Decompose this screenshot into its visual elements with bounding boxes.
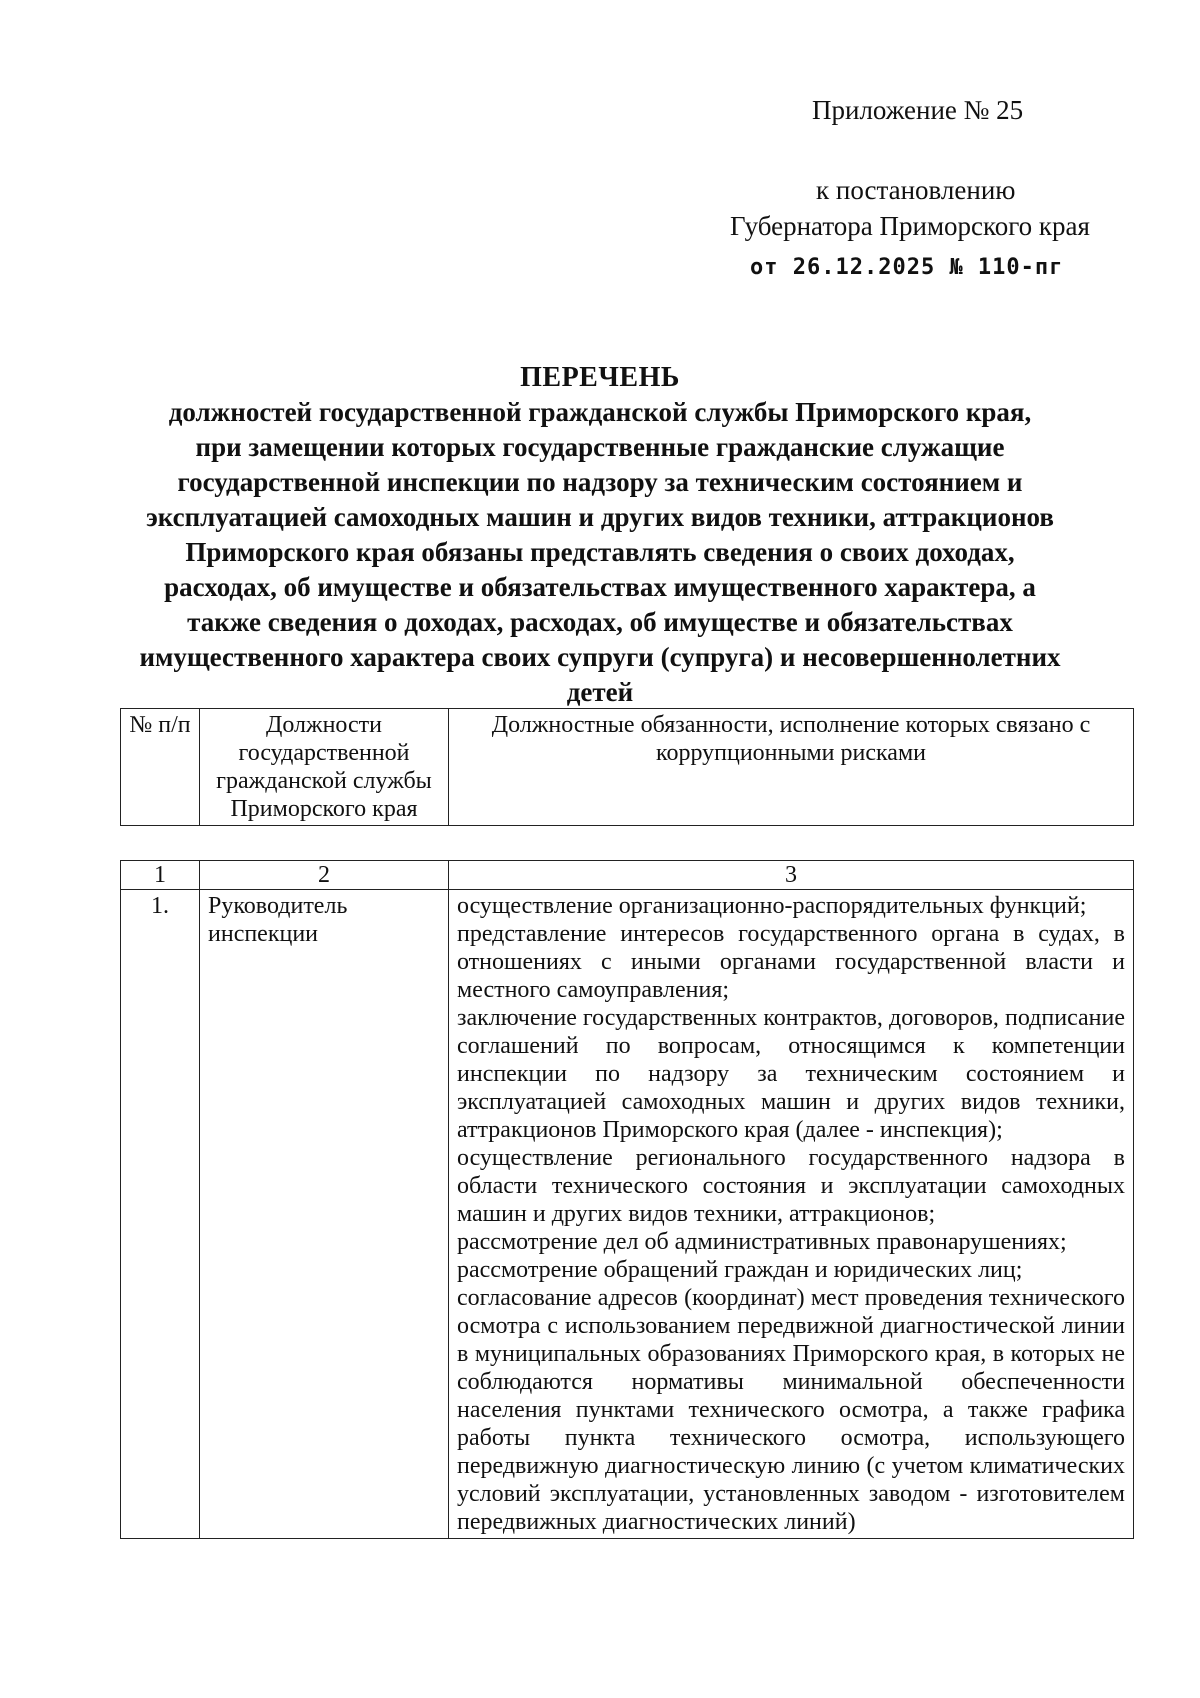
column-number-2: 2 <box>200 861 449 890</box>
duty-item: рассмотрение обращений граждан и юридических лиц; <box>457 1257 1023 1283</box>
resolution-reference: к постановлению <box>816 175 1016 205</box>
positions-table <box>120 860 1134 1539</box>
duty-item: осуществление регионального государственного надзора в области технического состояния и эксплуатации самоходных машин и других видов техники, аттракционов; <box>457 1145 1125 1227</box>
document-heading: ПЕРЕЧЕНЬ <box>520 362 680 393</box>
header-cell-number: № п/п <box>121 709 200 826</box>
document-title <box>120 360 1080 710</box>
duty-item: заключение государственных контрактов, договоров, подписание соглашений по вопросам, относящимся к компетенции инспекции по надзору за техническим состоянием и эксплуатацией самоходных машин и других видов техники, аттракционов Приморского края (далее - инспекция); <box>457 1005 1125 1143</box>
table-row <box>121 890 1134 1539</box>
table-header <box>120 708 1134 826</box>
duty-item: согласование адресов (координат) мест проведения технического осмотра с использованием передвижной диагностической линии в муниципальных образованиях Приморского края, в которых не соблюдаются нормативы минимальной обеспеченности населения пунктами технического осмотра, а также графика работы пункта технического осмотра, использующего передвижную диагностическую линию (с учетом климатических условий эксплуатации, установленных заводом - изготовителем передвижных диагностических линий) <box>457 1285 1125 1535</box>
row-number: 1. <box>121 890 200 1539</box>
table-header-row <box>121 709 1134 826</box>
duty-item: представление интересов государственного органа в судах, в отношениях с иными органами государственной власти и местного самоуправления; <box>457 921 1125 1003</box>
resolution-date: от 26.12.2025 № 110-пг <box>750 255 1064 280</box>
duty-item: осуществление организационно-распорядительных функций; <box>457 893 1087 919</box>
document-subtitle: должностей государственной гражданской службы Приморского края, при замещении которых государственные гражданские служащие государственной инспекции по надзору за техническим состоянием и эксплуатацией самоходных машин и других видов техники, аттракционов Приморского края обязаны представлять сведения о своих доходах, расходах, об имуществе и обязательствах имущественного характера, а также сведения о доходах, расходах, об имуществе и обязательствах имущественного характера своих супруги (супруга) и несовершеннолетних детей <box>139 397 1061 707</box>
column-number-3: 3 <box>449 861 1134 890</box>
column-numbers-row <box>121 861 1134 890</box>
resolution-authority: Губернатора Приморского края <box>730 211 1090 241</box>
header-cell-duties: Должностные обязанности, исполнение которых связано с коррупционными рисками <box>449 709 1134 826</box>
column-number-1: 1 <box>121 861 200 890</box>
row-position: Руководитель инспекции <box>200 890 449 1539</box>
duty-item: рассмотрение дел об административных правонарушениях; <box>457 1229 1067 1255</box>
header-cell-position: Должности государственной гражданской службы Приморского края <box>200 709 449 826</box>
appendix-title: Приложение № 25 <box>812 95 1024 125</box>
row-duties <box>449 890 1134 1539</box>
